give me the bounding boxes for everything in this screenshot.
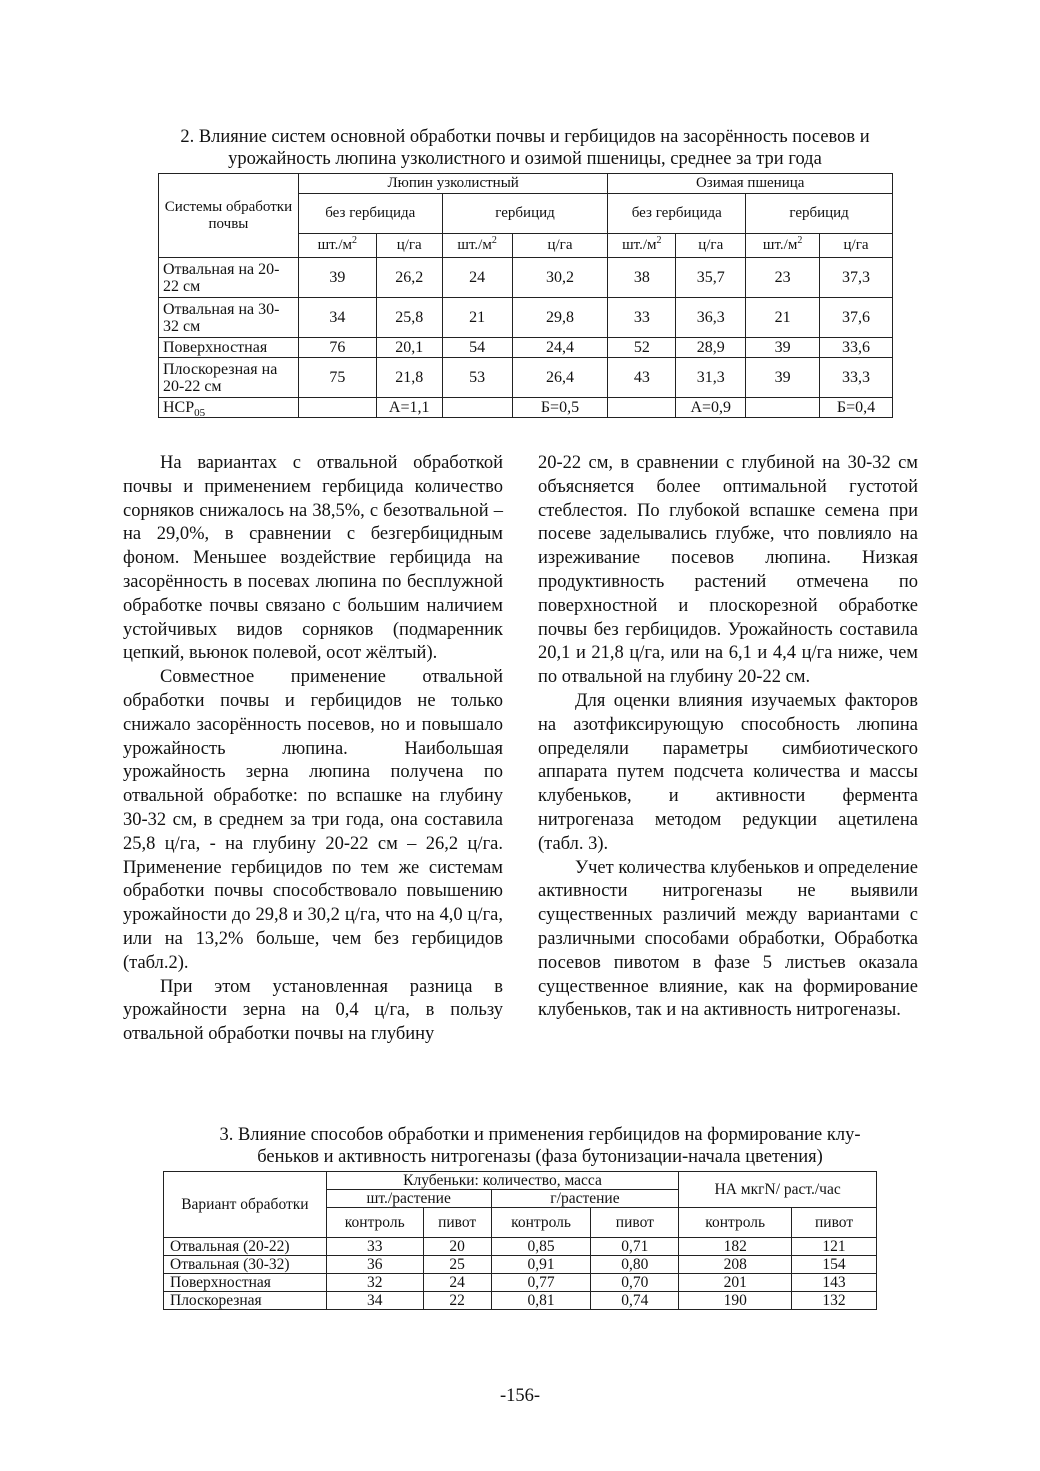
cell: [746, 398, 820, 418]
header-control: контроль: [326, 1208, 423, 1238]
cell: 132: [792, 1292, 877, 1310]
cell: 29,8: [512, 298, 608, 338]
paragraph: На вариантах с отвальной обработкой почвы и применением гербицида количество сорняков снижалось на 38,5%, с безотвальной – на 29,0%, в сравнении с безгербицидным фоном. Меньшее воздействие гербицида на засорённость в посевах люпина по бесплужной обработке почвы связано с большим наличием устойчивых видов сорняков (подмаренник цепкий, вьюнок полевой, осот жёлтый).: [123, 453, 503, 664]
cell: 33,3: [820, 358, 893, 398]
cell: 26,4: [512, 358, 608, 398]
cell: 190: [679, 1292, 792, 1310]
cell: 121: [792, 1238, 877, 1256]
header-pcs: шт./растение: [326, 1190, 491, 1208]
table3-caption-line1: 3. Влияние способов обработки и применения гербицидов на формирование клу-: [219, 1125, 861, 1145]
header-pivot: пивот: [423, 1208, 491, 1238]
unit-count-header: $шт./м^2$: [608, 234, 676, 258]
cell: 20,1: [376, 338, 442, 358]
unit-count-header: $шт./м^2$: [746, 234, 820, 258]
cell: 24: [423, 1274, 491, 1292]
cell: 52: [608, 338, 676, 358]
table2: [158, 173, 893, 418]
cell: 33: [608, 298, 676, 338]
cell: 39: [298, 258, 376, 298]
cell: 39: [746, 358, 820, 398]
row-label: Плоскорезная на 20-22 см: [159, 358, 299, 398]
header-variant: Вариант обработки: [164, 1172, 327, 1238]
unit-yield-header: ц/га: [512, 234, 608, 258]
cell: 0,81: [491, 1292, 591, 1310]
cell: 31,3: [676, 358, 746, 398]
cell: 201: [679, 1274, 792, 1292]
cell: 25,8: [376, 298, 442, 338]
cell: 76: [298, 338, 376, 358]
cell: 38: [608, 258, 676, 298]
header-na: НА мкгN/ раст./час: [679, 1172, 877, 1208]
unit-yield-header: ц/га: [820, 234, 893, 258]
header-lupin: Люпин узколистный: [298, 174, 607, 194]
cell: 43: [608, 358, 676, 398]
right-column: [538, 452, 918, 1023]
cell: 24: [442, 258, 512, 298]
header-lupin-no-herb: без гербицида: [298, 194, 442, 234]
paragraph: Учет количества клубеньков и определение активности нитрогеназы не выявили существенных различий между вариантами с различными способами обработки, Обработка посевов пивотом в фазе 5 листьев оказала существенное влияние, как на формирование клубеньков, так и на активность нитрогеназы.: [538, 857, 918, 1021]
cell: 143: [792, 1274, 877, 1292]
cell: А=1,1: [376, 398, 442, 418]
table-row: [164, 1274, 877, 1292]
cell: 26,2: [376, 258, 442, 298]
cell: 0,80: [591, 1256, 679, 1274]
cell: А=0,9: [676, 398, 746, 418]
cell: 28,9: [676, 338, 746, 358]
header-wheat-no-herb: без гербицида: [608, 194, 746, 234]
cell: 0,85: [491, 1238, 591, 1256]
header-control: контроль: [679, 1208, 792, 1238]
cell: [298, 398, 376, 418]
header-nodules: Клубеньки: количество, масса: [326, 1172, 678, 1190]
paragraph: Для оценки влияния изучаемых факторов на азотфиксирующую способность люпина определяли параметры симбиотического аппарата путем подсчета количества и массы клубеньков, и активности фермента нитрогеназа методом редукции ацетилена (табл. 3).: [538, 690, 918, 854]
table3-caption-line2: беньков и активность нитрогеназы (фаза бутонизации-начала цветения): [257, 1147, 823, 1167]
cell: 33: [326, 1238, 423, 1256]
cell: 54: [442, 338, 512, 358]
cell: 0,91: [491, 1256, 591, 1274]
header-lupin-herb: гербицид: [442, 194, 608, 234]
table2-caption: [110, 126, 940, 170]
left-column: [123, 452, 503, 1047]
cell: 0,71: [591, 1238, 679, 1256]
table-row: [159, 258, 893, 298]
cell: 21: [746, 298, 820, 338]
table-row: [164, 1256, 877, 1274]
page-number: -156-: [499, 1386, 541, 1406]
row-label: Отвальная на 30-32 см: [159, 298, 299, 338]
row-label: Отвальная (20-22): [164, 1238, 327, 1256]
paragraph: При этом установленная разница в урожайности зерна на 0,4 ц/га, в пользу отвальной обработки почвы на глубину: [123, 976, 503, 1045]
header-pivot: пивот: [792, 1208, 877, 1238]
header-pivot: пивот: [591, 1208, 679, 1238]
cell: 0,70: [591, 1274, 679, 1292]
row-label: Отвальная на 20-22 см: [159, 258, 299, 298]
table2-caption-line2: урожайность люпина узколистного и озимой пшеницы, среднее за три года: [228, 149, 822, 169]
cell: 21: [442, 298, 512, 338]
cell: 0,77: [491, 1274, 591, 1292]
cell: 154: [792, 1256, 877, 1274]
paragraph-continued: 20-22 см, в сравнении с глубиной на 30-32 см объясняется более оптимальной густотой стеблестоя. По глубокой вспашке семена при посеве заделывались глубже, что повлияло на изреживание посевов люпина. Низкая продуктивность растений отмечена по поверхностной и плоскорезной обработке почвы без гербицидов. Урожайность составила 20,1 и 21,8 ц/га, или на 6,1 и 4,4 ц/га ниже, чем по отвальной на глубину 20-22 см.: [538, 453, 918, 688]
table-row-nsr: [159, 398, 893, 418]
cell: 35,7: [676, 258, 746, 298]
cell: 39: [746, 338, 820, 358]
cell: 36,3: [676, 298, 746, 338]
header-wheat: Озимая пшеница: [608, 174, 893, 194]
table3-caption: [170, 1124, 910, 1168]
header-control: контроль: [491, 1208, 591, 1238]
cell: 23: [746, 258, 820, 298]
table-row: [159, 358, 893, 398]
table2-caption-line1: 2. Влияние систем основной обработки почвы и гербицидов на засорённость посевов и: [180, 127, 870, 147]
table-row: [159, 338, 893, 358]
table-row: [164, 1292, 877, 1310]
row-label: Поверхностная: [159, 338, 299, 358]
cell: 0,74: [591, 1292, 679, 1310]
cell: 53: [442, 358, 512, 398]
unit-count-header: $шт./м^2$: [298, 234, 376, 258]
header-g: г/растение: [491, 1190, 679, 1208]
row-label: Отвальная (30-32): [164, 1256, 327, 1274]
row-label: Плоскорезная: [164, 1292, 327, 1310]
cell: 33,6: [820, 338, 893, 358]
unit-yield-header: ц/га: [376, 234, 442, 258]
paragraph: Совместное применение отвальной обработки почвы и гербицидов не только снижало засорённость посевов, но и повышало урожайность люпина. Наибольшая урожайность зерна люпина получена по отвальной обработке: по вспашке на глубину 30-32 см, в среднем за три года, она составила 25,8 ц/га, - на глубину 20-22 см – 26,2 ц/га. Применение гербицидов по тем же системам обработки почвы способствовало повышению урожайности до 29,8 и 30,2 ц/га, что на 4,0 ц/га, или на 13,2% больше, чем без гербицидов (табл.2).: [123, 667, 503, 973]
header-systems: Системы обработки почвы: [159, 174, 299, 258]
cell: [442, 398, 512, 418]
cell: 30,2: [512, 258, 608, 298]
cell: 22: [423, 1292, 491, 1310]
unit-yield-header: ц/га: [676, 234, 746, 258]
row-label: Поверхностная: [164, 1274, 327, 1292]
cell: 208: [679, 1256, 792, 1274]
cell: 34: [298, 298, 376, 338]
cell: 36: [326, 1256, 423, 1274]
cell: Б=0,5: [512, 398, 608, 418]
table-row: [159, 298, 893, 338]
table3: [163, 1171, 877, 1310]
cell: 20: [423, 1238, 491, 1256]
table-row: [164, 1238, 877, 1256]
cell: 37,3: [820, 258, 893, 298]
cell: 32: [326, 1274, 423, 1292]
cell: 24,4: [512, 338, 608, 358]
cell: 37,6: [820, 298, 893, 338]
cell: 21,8: [376, 358, 442, 398]
cell: 34: [326, 1292, 423, 1310]
cell: Б=0,4: [820, 398, 893, 418]
cell: [608, 398, 676, 418]
unit-count-header: $шт./м^2$: [442, 234, 512, 258]
row-label-nsr: $НСР_{05}$: [159, 398, 299, 418]
cell: 75: [298, 358, 376, 398]
cell: 25: [423, 1256, 491, 1274]
header-wheat-herb: гербицид: [746, 194, 893, 234]
cell: 182: [679, 1238, 792, 1256]
